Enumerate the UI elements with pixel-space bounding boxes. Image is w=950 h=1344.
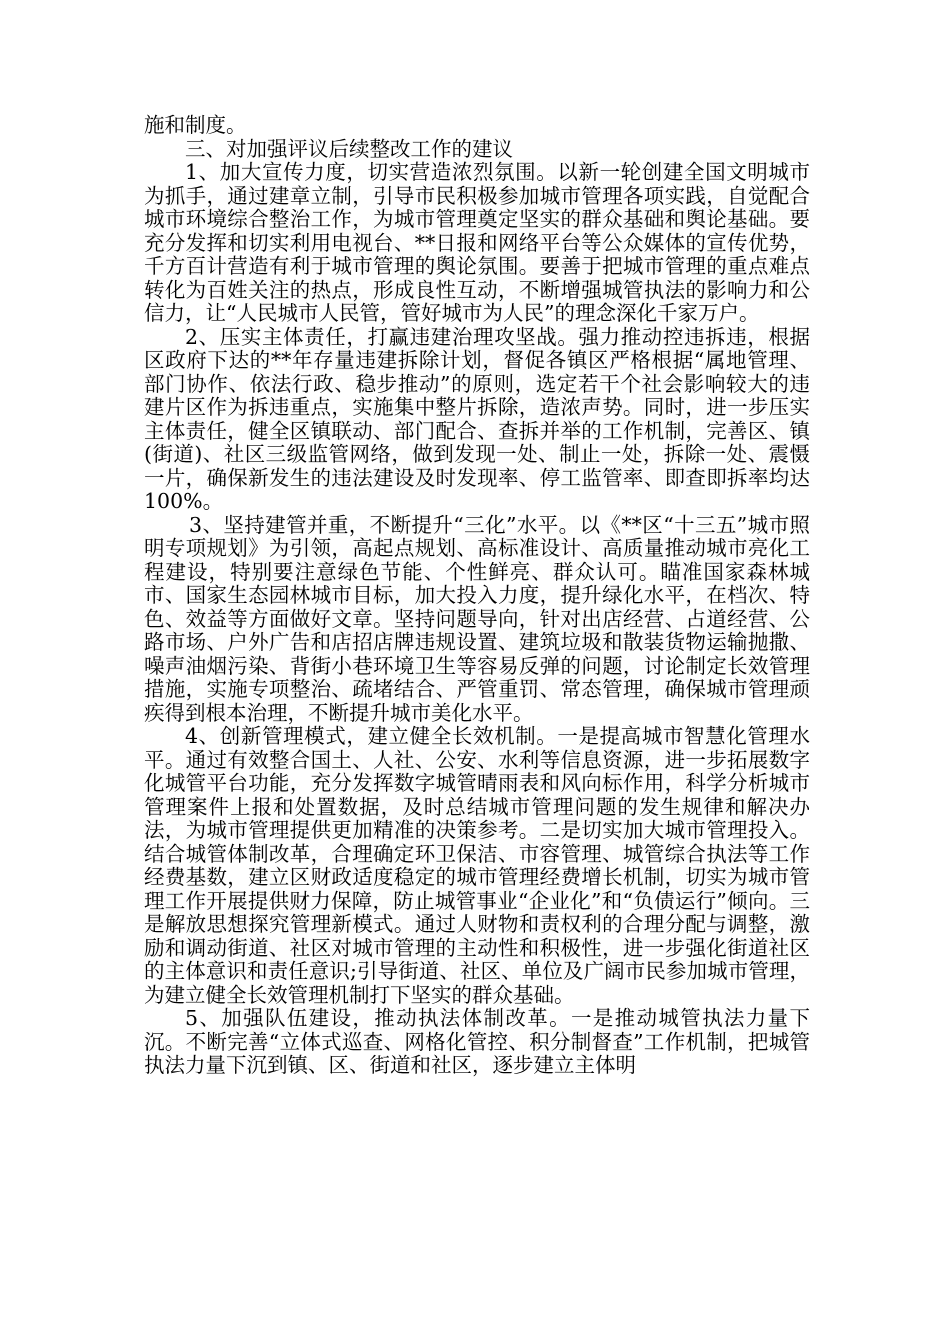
paragraph-item-3: 3、坚持建管并重，不断提升“三化”水平。以《**区“十三五”城市照明专项规划》为引领，高起点规划、高标准设计、高质量推动城市亮化工程建设，特别要注意绿色节能、个性鲜亮、群众认可。瞄准国家森林城市、国家生态园林城市目标，加大投入力度，提升绿化水平，在档次、特色、效益等方面做好文章。坚持问题导向，针对出店经营、占道经营、公路市场、户外广告和店招店牌违规设置、建筑垃圾和散装货物运输抛撒、噪声油烟污染、背街小巷环境卫生等容易反弹的问题，讨论制定长效管理措施，实施专项整治、疏堵结合、严管重罚、常态管理，确保城市管理顽疾得到根本治理，不断提升城市美化水平。	[144, 512, 810, 725]
paragraph-item-2: 2、压实主体责任，打赢违建治理攻坚战。强力推动控违拆违，根据区政府下达的**年存量违建拆除计划，督促各镇区严格根据“属地管理、部门协作、依法行政、稳步推动”的原则，选定若干个社会影响较大的违建片区作为拆违重点，实施集中整片拆除，造浓声势。同时，进一步压实主体责任，健全区镇联动、部门配合、查拆并举的工作机制，完善区、镇(街道)、社区三级监管网络，做到发现一处、制止一处，拆除一处、震慑一片，确保新发生的违法建设及时发现率、停工监管率、即查即拆率均达100%。	[144, 324, 810, 513]
document-body	[144, 114, 810, 1078]
paragraph-continuation: 施和制度。	[144, 113, 247, 137]
paragraph-item-4: 4、创新管理模式，建立健全长效机制。一是提高城市智慧化管理水平。通过有效整合国土、人社、公安、水利等信息资源，进一步拓展数字化城管平台功能，充分发挥数字城管晴雨表和风向标作用，科学分析城市管理案件上报和处置数据，及时总结城市管理问题的发生规律和解决办法，为城市管理提供更加精准的决策参考。二是切实加大城市管理投入。结合城管体制改革，合理确定环卫保洁、市容管理、城管综合执法等工作经费基数，建立区财政适度稳定的城市管理经费增长机制，切实为城市管理工作开展提供财力保障，防止城管事业“企业化”和“负债运行”倾向。三是解放思想探究管理新模式。通过人财物和责权利的合理分配与调整，激励和调动街道、社区对城市管理的主动性和积极性，进一步强化街道社区的主体意识和责任意识;引导街道、社区、单位及广阔市民参加城市管理，为建立健全长效管理机制打下坚实的群众基础。	[144, 724, 810, 1007]
paragraph-item-5: 5、加强队伍建设，推动执法体制改革。一是推动城管执法力量下沉。不断完善“立体式巡查、网格化管控、积分制督查”工作机制，把城管执法力量下沉到镇、区、街道和社区，逐步建立主体明	[144, 1006, 810, 1077]
section-heading-3: 三、对加强评议后续整改工作的建议	[185, 136, 513, 161]
paragraph-item-1: 1、加大宣传力度，切实营造浓烈氛围。以新一轮创建全国文明城市为抓手，通过建章立制，引导市民积极参加城市管理各项实践，自觉配合城市环境综合整治工作，为城市管理奠定坚实的群众基础和舆论基础。要充分发挥和切实利用电视台、**日报和网络平台等公众媒体的宣传优势，千方百计营造有利于城市管理的舆论氛围。要善于把城市管理的重点难点转化为百姓关注的热点，形成良性互动，不断增强城管执法的影响力和公信力，让“人民城市人民管，管好城市为人民”的理念深化千家万户。	[144, 160, 810, 325]
